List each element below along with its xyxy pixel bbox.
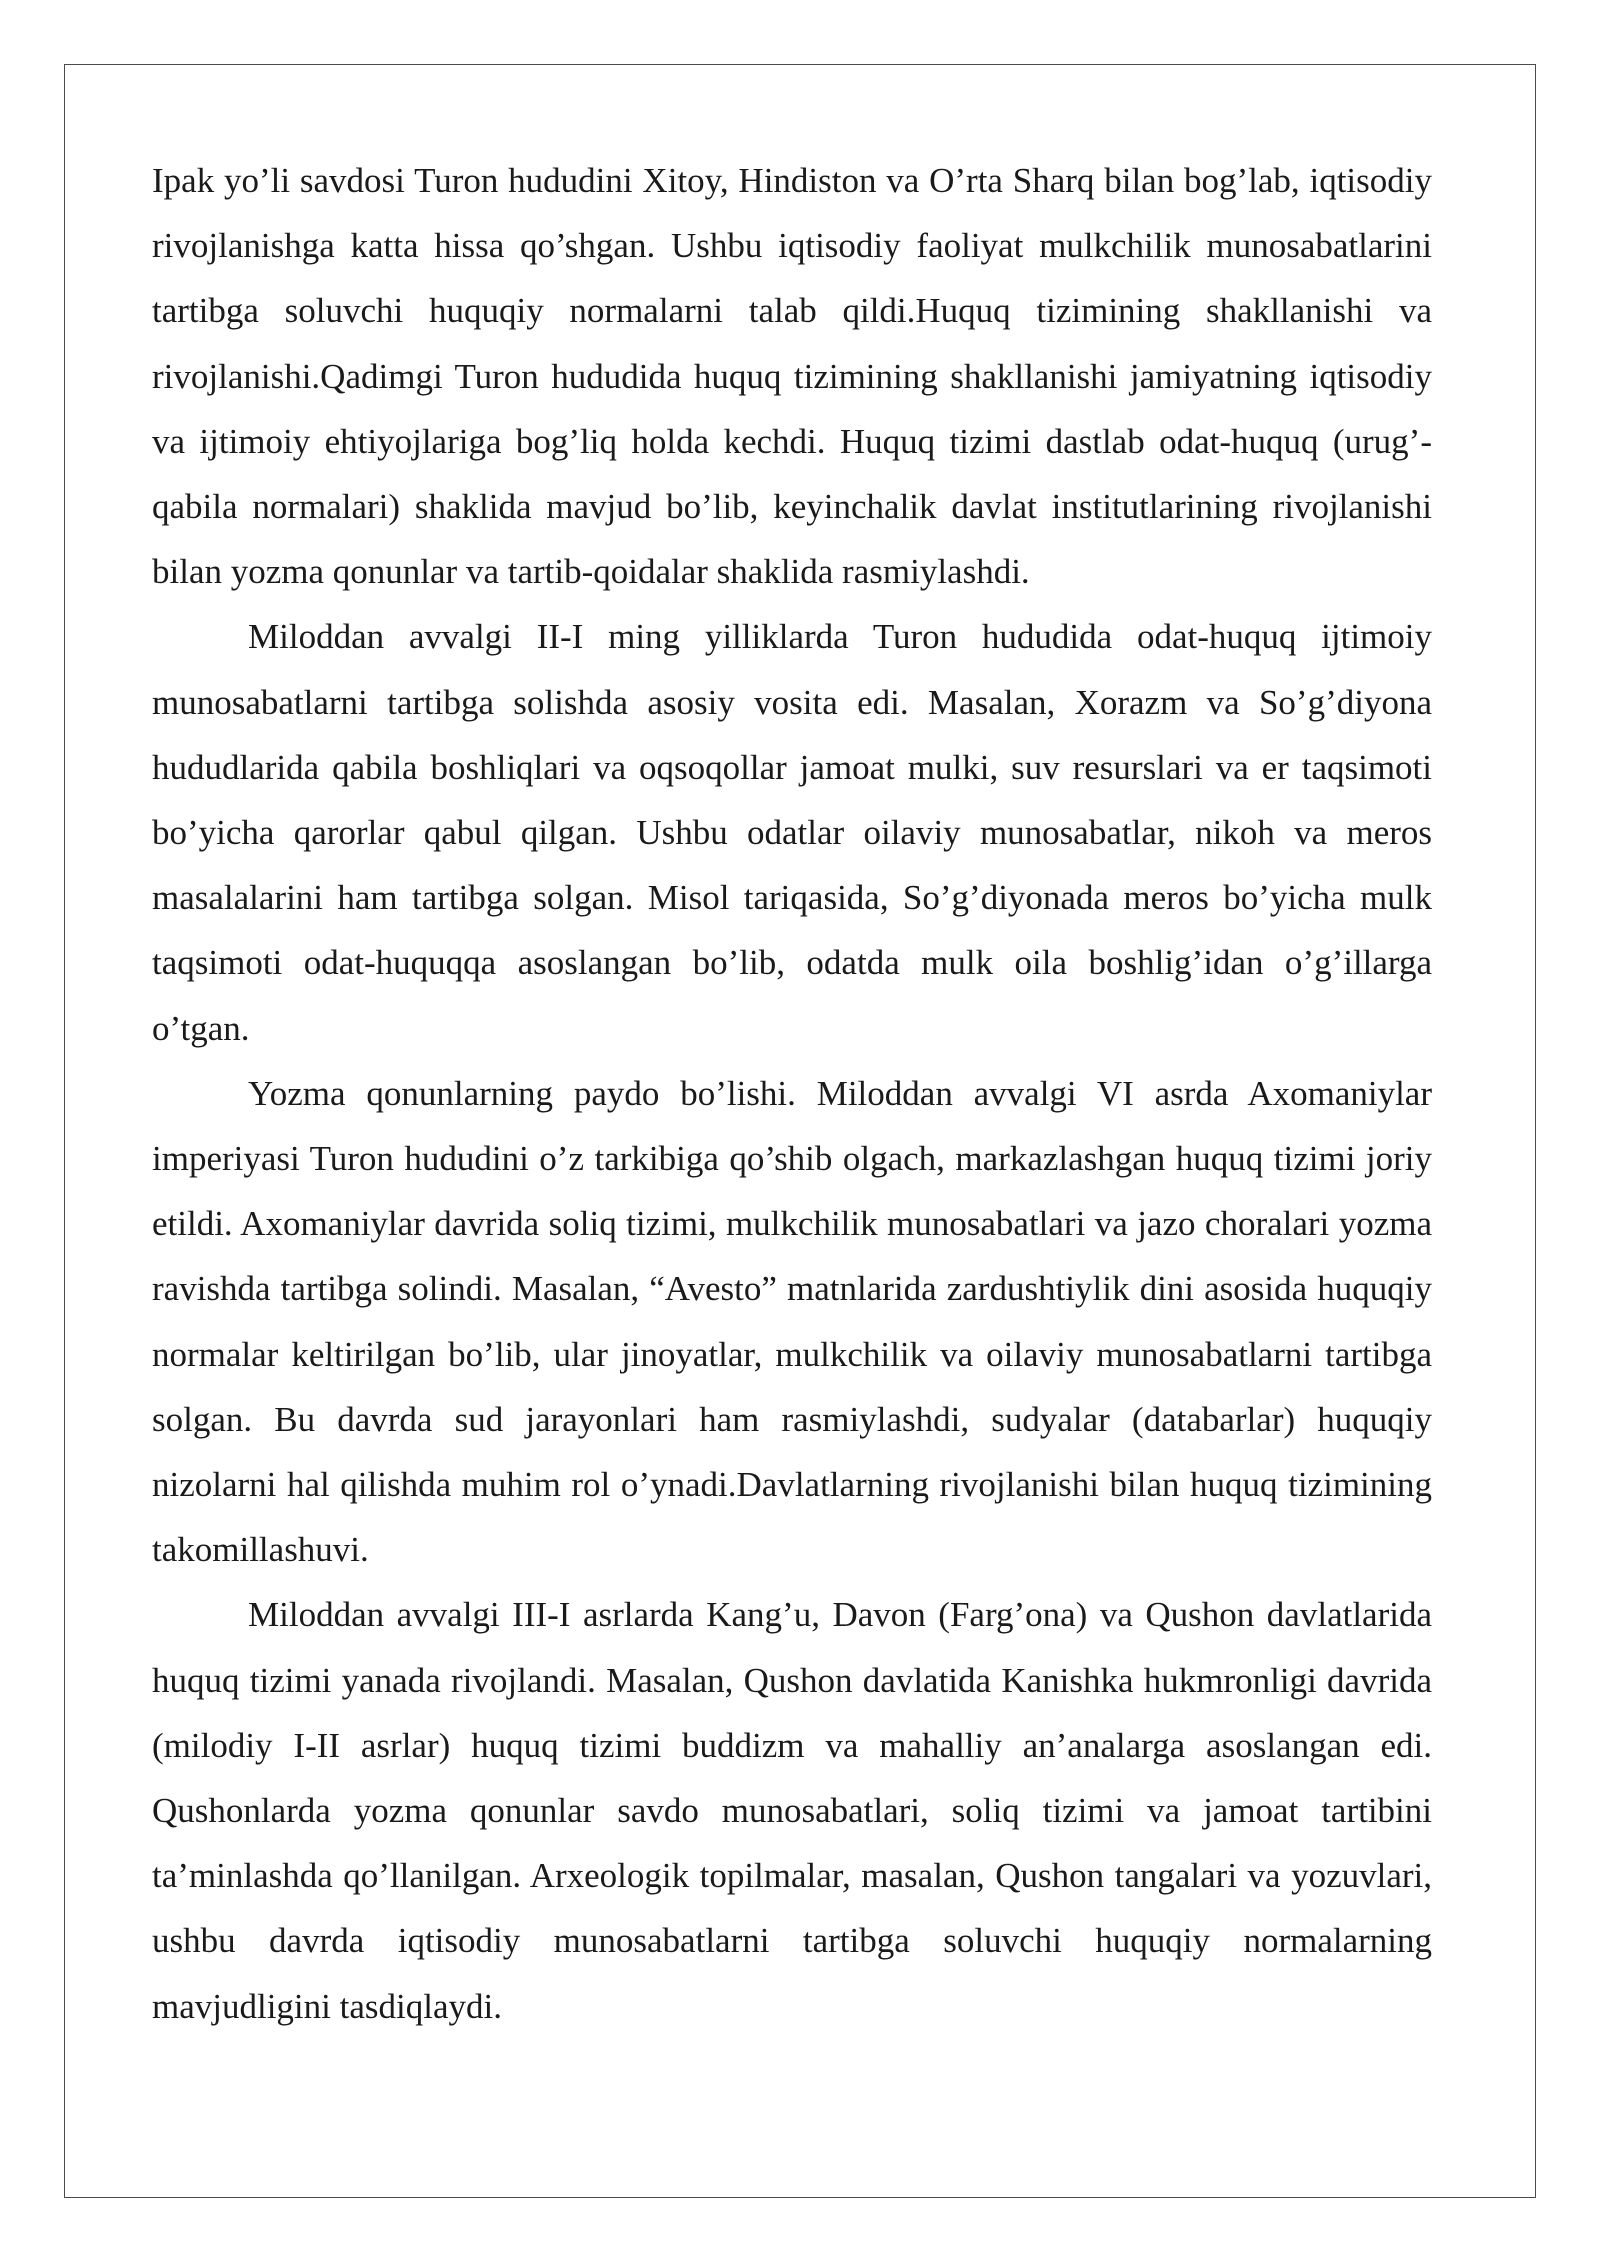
paragraph-customary-law: Miloddan avvalgi II-I ming yilliklarda Turon hududida odat-huquq ijtimoiy munosabatlarni tartibga solishda asosiy vosita edi. Masalan, Xorazm va So’g’diyona hududlarida qabila boshliqlari va oqsoqollar jamoat mulki, suv resurslari va er taqsimoti bo’yicha qarorlar qabul qilgan. Ushbu odatlar oilaviy munosabatlar, nikoh va meros masalalarini ham tartibga solgan. Misol tariqasida, So’g’diyonada meros bo’yicha mulk taqsimoti odat-huquqqa asoslangan bo’lib, odatda mulk oila boshlig’idan o’g’illarga o’tgan. <box>152 617 1432 1048</box>
paragraph-silk-road-legal-system: Ipak yo’li savdosi Turon hududini Xitoy, Hindiston va O’rta Sharq bilan bog’lab, iqtisodiy rivojlanishga katta hissa qo’shgan. Ushbu iqtisodiy faoliyat mulkchilik munosabatlarini tartibga soluvchi huquqiy normalarni talab qildi.Huquq tizimining shakllanishi va rivojlanishi.Qadimgi Turon hududida huquq tizimining shakllanishi jamiyatning iqtisodiy va ijtimoiy ehtiyojlariga bog’liq holda kechdi. Huquq tizimi dastlab odat-huquq (urug’-qabila normalari) shaklida mavjud bo’lib, keyinchalik davlat institutlarining rivojlanishi bilan yozma qonunlar va tartib-qoidalar shaklida rasmiylashdi. <box>152 161 1432 592</box>
paragraph-kangju-davan-kushan: Miloddan avvalgi III-I asrlarda Kang’u, Davon (Farg’ona) va Qushon davlatlarida huquq tizimi yanada rivojlandi. Masalan, Qushon davlatida Kanishka hukmronligi davrida (milodiy I-II asrlar) huquq tizimi buddizm va mahalliy an’analarga asoslangan edi. Qushonlarda yozma qonunlar savdo munosabatlari, soliq tizimi va jamoat tartibini ta’minlashda qo’llanilgan. Arxeologik topilmalar, masalan, Qushon tangalari va yozuvlari, ushbu davrda iqtisodiy munosabatlarni tartibga soluvchi huquqiy normalarning mavjudligini tasdiqlaydi. <box>152 1595 1432 2026</box>
paragraph-written-laws-achaemenid: Yozma qonunlarning paydo bo’lishi. Miloddan avvalgi VI asrda Axomaniylar imperiyasi Turon hududini o’z tarkibiga qo’shib olgach, markazlashgan huquq tizimi joriy etildi. Axomaniylar davrida soliq tizimi, mulkchilik munosabatlari va jazo choralari yozma ravishda tartibga solindi. Masalan, “Avesto” matnlarida zardushtiylik dini asosida huquqiy normalar keltirilgan bo’lib, ular jinoyatlar, mulkchilik va oilaviy munosabatlarni tartibga solgan. Bu davrda sud jarayonlari ham rasmiylashdi, sudyalar (databarlar) huquqiy nizolarni hal qilishda muhim rol o’ynadi.Davlatlarning rivojlanishi bilan huquq tizimining takomillashuvi. <box>152 1073 1432 1570</box>
document-body <box>152 148 1432 2039</box>
